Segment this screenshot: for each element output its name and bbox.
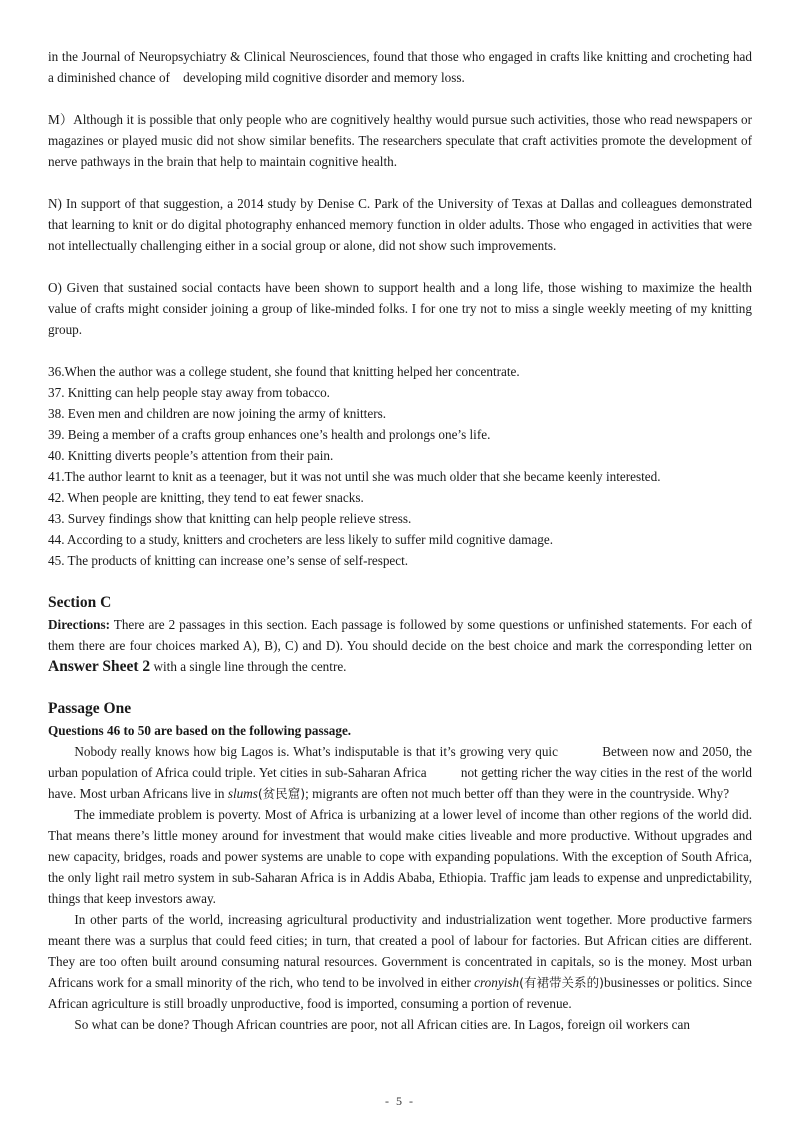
- paragraph-o: O) Given that sustained social contacts have been shown to support health and a long life, those wishing to maximize the health value of crafts might consider joining a group of like-minded folks. I for one try not to miss a single weekly meeting of my knitting group.: [48, 280, 752, 337]
- page-number: - 5 -: [385, 1094, 415, 1108]
- directions-label: Directions:: [48, 617, 111, 632]
- question-36: 36.When the author was a college student, she found that knitting helped her concentrate.: [48, 364, 520, 379]
- passage-paragraph-4: So what can be done? Though African countries are poor, not all African cities are. In Lagos, foreign oil workers can: [74, 1017, 690, 1032]
- cronyish-term: cronyish: [474, 975, 520, 990]
- paragraph-l-continuation: in the Journal of Neuropsychiatry & Clinical Neurosciences, found that those who engaged in crafts like knitting and crocheting had a diminished chance of developing mild cognitive disorder and memory loss.: [48, 49, 752, 85]
- paragraph-n: N) In support of that suggestion, a 2014 study by Denise C. Park of the University of Texas at Dallas and colleagues demonstrated that learning to knit or do digital photography enhanced memory function in older adults. Those who engaged in activities that were not intellectually challenging either in a social group or alone, did not show such improvements.: [48, 196, 752, 253]
- section-c-directions: [48, 614, 752, 677]
- answer-sheet-label: Answer Sheet 2: [48, 658, 151, 675]
- directions-text-2: with a single line through the centre.: [150, 659, 347, 674]
- passage-one-heading: Passage One: [48, 700, 132, 717]
- section-c-heading: Section C: [48, 594, 112, 611]
- question-39: 39. Being a member of a crafts group enhances one’s health and prolongs one’s life.: [48, 427, 491, 442]
- cronyish-gloss: (有裙带关系的): [519, 975, 604, 990]
- question-41: 41.The author learnt to knit as a teenager, but it was not until she was much older that she became keenly interested.: [48, 469, 661, 484]
- passage-one-subheading: Questions 46 to 50 are based on the following passage.: [48, 723, 352, 738]
- slums-gloss: (贫民窟): [257, 786, 306, 801]
- passage-paragraph-1: Nobody really knows how big Lagos is. What’s indisputable is that it’s growing very quic Between now and 2050, the urban population of Africa could triple. Yet cities in sub-Saharan Africa not getting richer the way cities in the rest of the world have. Most urban Africans live in slums(贫民窟); migrants are often not much better off than they were in the countryside. Why?: [48, 744, 752, 801]
- passage-one-body: [48, 741, 752, 1035]
- question-37: 37. Knitting can help people stay away from tobacco.: [48, 385, 330, 400]
- question-44: 44. According to a study, knitters and crocheters are less likely to suffer mild cognitive damage.: [48, 532, 554, 547]
- passage-paragraph-2: The immediate problem is poverty. Most of Africa is urbanizing at a lower level of income than other regions of the world did. That means there’s little money around for investment that would make cities liveable and more productive. Without upgrades and new capacity, bridges, roads and power systems are unable to cope with expanding populations. With the exception of South Africa, the only light rail metro system in sub-Saharan Africa is in Addis Ababa, Ethiopia. Traffic jam leads to expense and unpredictability, things that keep investors away.: [48, 807, 752, 906]
- paragraph-m: M）Although it is possible that only people who are cognitively healthy would pursue such activities, those who read newspapers or magazines or played music did not show similar benefits. The researchers speculate that craft activities promote the development of nerve pathways in the brain that help to maintain cognitive health.: [48, 112, 752, 169]
- question-42: 42. When people are knitting, they tend to eat fewer snacks.: [48, 490, 364, 505]
- question-38: 38. Even men and children are now joining the army of knitters.: [48, 406, 387, 421]
- question-list: [48, 361, 752, 571]
- question-43: 43. Survey findings show that knitting can help people relieve stress.: [48, 511, 412, 526]
- question-45: 45. The products of knitting can increase one’s sense of self-respect.: [48, 553, 409, 568]
- slums-term: slums: [227, 786, 258, 801]
- directions-text-1: There are 2 passages in this section. Each passage is followed by some questions or unfinished statements. For each of them there are four choices marked A), B), C) and D). You should decide on the best choice and mark the corresponding letter on: [48, 617, 752, 653]
- document-page: [48, 46, 752, 1035]
- question-40: 40. Knitting diverts people’s attention from their pain.: [48, 448, 334, 463]
- passage-paragraph-3: In other parts of the world, increasing agricultural productivity and industrialization went together. More productive farmers meant there was a surplus that could feed cities; in turn, that created a pool of labour for factories. But African cities are different. They are too often built around consuming natural resources. Government is concentrated in capitals, so is the money. Most urban Africans work for a small minority of the rich, who tend to be involved in either cronyish(有裙带关系的)businesses or politics. Since African agriculture is still broadly unproductive, food is imported, consuming a portion of revenue.: [48, 912, 752, 1011]
